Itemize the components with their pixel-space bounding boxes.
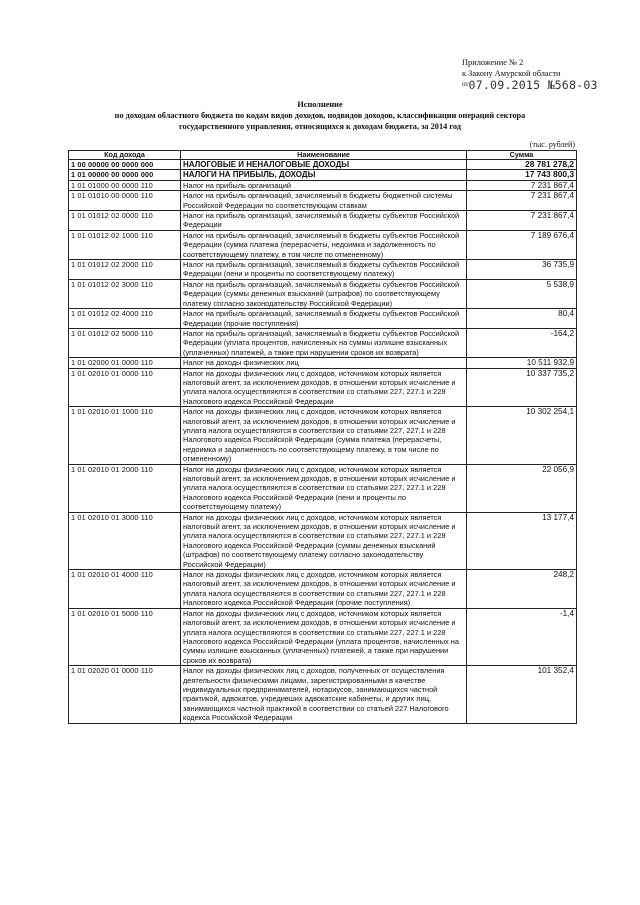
row-code: 1 01 02010 01 4000 110	[69, 570, 181, 609]
table-row	[69, 230, 577, 259]
row-sum: 5 538,9	[467, 279, 577, 308]
row-code: 1 01 01012 02 0000 110	[69, 211, 181, 231]
table-row	[69, 464, 577, 512]
row-code: 1 01 01012 02 1000 110	[69, 230, 181, 259]
row-sum: 7 231 867,4	[467, 211, 577, 231]
row-code: 1 01 02010 01 0000 110	[69, 368, 181, 407]
row-code: 1 01 01012 02 4000 110	[69, 309, 181, 329]
row-code: 1 01 02010 01 5000 110	[69, 608, 181, 665]
table-row	[69, 170, 577, 180]
row-name: Налог на доходы физических лиц с доходов, источником которых является налоговый агент, за исключением доходов, в отношении которых исчисление и уплата налога осуществляются в соответствии со статьями 227, 227.1 и 228 Налогового кодекса Российской Федерации (прочие поступления)	[181, 570, 467, 609]
row-sum: 80,4	[467, 309, 577, 329]
header-sum: Сумма	[467, 151, 577, 160]
row-name: НАЛОГОВЫЕ И НЕНАЛОГОВЫЕ ДОХОДЫ	[181, 160, 467, 170]
appendix-date-line	[462, 79, 632, 92]
row-sum: 17 743 800,3	[467, 170, 577, 180]
header-code: Код дохода	[69, 151, 181, 160]
row-name: Налог на прибыль организаций, зачисляемый в бюджеты субъектов Российской Федерации (пени и проценты по соответствующему платежу)	[181, 260, 467, 280]
row-code: 1 01 02010 01 1000 110	[69, 407, 181, 464]
row-code: 1 01 02010 01 2000 110	[69, 464, 181, 512]
document-subtitle-line1: по доходам областного бюджета по кодам видов доходов, подвидов доходов, классификации операций сектора	[114, 111, 526, 120]
row-sum: 13 177,4	[467, 512, 577, 569]
row-sum: 10 511 932,9	[467, 358, 577, 368]
row-sum: 7 231 867,4	[467, 191, 577, 211]
table-row	[69, 260, 577, 280]
appendix-block	[462, 57, 632, 92]
handwritten-date-number: 07.09.2015 №568-03	[468, 78, 598, 92]
units-label: (тыс. рублей)	[529, 140, 575, 149]
row-name: Налог на доходы физических лиц с доходов, источником которых является налоговый агент, за исключением доходов, в отношении которых исчисление и уплата налога осуществляются в соответствии со статьями 227, 227.1 и 228 Налогового кодекса Российской Федерации (уплата процентов, начисленных на суммы излишне взысканных (уплаченных) платежей, а также при нарушении сроков их возврата)	[181, 608, 467, 665]
row-code: 1 01 02010 01 3000 110	[69, 512, 181, 569]
row-name: Налог на прибыль организаций, зачисляемый в бюджеты субъектов Российской Федерации (прочие поступления)	[181, 309, 467, 329]
row-code: 1 01 00000 00 0000 000	[69, 170, 181, 180]
row-name: Налог на прибыль организаций, зачисляемый в бюджеты субъектов Российской Федерации	[181, 211, 467, 231]
table-row	[69, 368, 577, 407]
appendix-date-prefix: от	[462, 80, 469, 88]
row-sum: 101 352,4	[467, 666, 577, 723]
row-code: 1 01 01012 02 5000 110	[69, 328, 181, 357]
row-code: 1 01 01010 00 0000 110	[69, 191, 181, 211]
table-row	[69, 512, 577, 569]
row-name: Налог на доходы физических лиц с доходов, источником которых является налоговый агент, за исключением доходов, в отношении которых исчисление и уплата налога осуществляются в соответствии со статьями 227, 227.1 и 228 Налогового кодекса Российской Федерации (суммы денежных взысканий (штрафов) по соответствующему платежу согласно законодательству Российской Федерации)	[181, 512, 467, 569]
row-sum: 7 189 676,4	[467, 230, 577, 259]
row-sum: 36 735,9	[467, 260, 577, 280]
table-row	[69, 309, 577, 329]
row-code: 1 01 01012 02 2000 110	[69, 260, 181, 280]
table-row	[69, 328, 577, 357]
row-name: Налог на доходы физических лиц с доходов, источником которых является налоговый агент, за исключением доходов, в отношении которых исчисление и уплата налога осуществляются в соответствии со статьями 227, 227.1 и 228 Налогового кодекса Российской Федерации (пени и проценты по соответствующему платежу)	[181, 464, 467, 512]
row-name: Налог на прибыль организаций, зачисляемый в бюджеты субъектов Российской Федерации (суммы денежных взысканий (штрафов) по соответствующему платежу согласно законодательству Российской Федерации)	[181, 279, 467, 308]
appendix-title: Приложение № 2	[462, 58, 524, 67]
row-code: 1 01 01000 00 0000 110	[69, 180, 181, 190]
row-sum: 10 337 735,2	[467, 368, 577, 407]
header-name: Наименование	[181, 151, 467, 160]
row-sum: -164,2	[467, 328, 577, 357]
document-title: Исполнение	[297, 100, 343, 109]
row-name: Налог на доходы физических лиц с доходов, полученных от осуществления деятельности физическими лицами, зарегистрированными в качестве индивидуальных предпринимателей, нотариусов, занимающихся частной практикой, адвокатов, учредивших адвокатские кабинеты, и других лиц, занимающихся частной практикой в соответствии со статьей 227 Налогового кодекса Российской Федерации	[181, 666, 467, 723]
row-sum: 10 302 254,1	[467, 407, 577, 464]
row-name: Налог на доходы физических лиц с доходов, источником которых является налоговый агент, за исключением доходов, в отношении которых исчисление и уплата налога осуществляются в соответствии со статьями 227, 227.1 и 228 Налогового кодекса Российской Федерации	[181, 368, 467, 407]
table-header-row	[69, 151, 577, 160]
table-row	[69, 160, 577, 170]
table-row	[69, 666, 577, 723]
row-name: Налог на прибыль организаций, зачисляемый в бюджеты субъектов Российской Федерации (уплата процентов, начисленных на суммы излишне взысканных (уплаченных) платежей, а также при нарушении сроков их возврата)	[181, 328, 467, 357]
revenue-table	[68, 150, 577, 724]
row-sum: -1,4	[467, 608, 577, 665]
row-name: Налог на прибыль организаций, зачисляемый в бюджеты субъектов Российской Федерации (сумма платежа (перерасчеты, недоимка и задолженность по соответствующему платежу, в том числе по отмененному)	[181, 230, 467, 259]
appendix-law: к Закону Амурской области	[462, 69, 561, 78]
row-sum: 28 781 278,2	[467, 160, 577, 170]
row-code: 1 01 01012 02 3000 110	[69, 279, 181, 308]
document-subtitle-line2: государственного управления, относящихся к доходам бюджета, за 2014 год	[178, 122, 461, 131]
row-code: 1 01 02020 01 0000 110	[69, 666, 181, 723]
row-sum: 22 056,9	[467, 464, 577, 512]
table-row	[69, 180, 577, 190]
row-code: 1 00 00000 00 0000 000	[69, 160, 181, 170]
row-name: Налог на доходы физических лиц	[181, 358, 467, 368]
table-row	[69, 407, 577, 464]
row-sum: 248,2	[467, 570, 577, 609]
row-sum: 7 231 867,4	[467, 180, 577, 190]
table-row	[69, 191, 577, 211]
table-row	[69, 358, 577, 368]
table-row	[69, 279, 577, 308]
table-row	[69, 608, 577, 665]
table-row	[69, 211, 577, 231]
row-name: НАЛОГИ НА ПРИБЫЛЬ, ДОХОДЫ	[181, 170, 467, 180]
row-name: Налог на прибыль организаций	[181, 180, 467, 190]
row-code: 1 01 02000 01 0000 110	[69, 358, 181, 368]
row-name: Налог на прибыль организаций, зачисляемый в бюджеты бюджетной системы Российской Федерации по соответствующим ставкам	[181, 191, 467, 211]
table-row	[69, 570, 577, 609]
row-name: Налог на доходы физических лиц с доходов, источником которых является налоговый агент, за исключением доходов, в отношении которых исчисление и уплата налога осуществляются в соответствии со статьями 227, 227.1 и 228 Налогового кодекса Российской Федерации (сумма платежа (перерасчеты, недоимка и задолженность по соответствующему платежу, в том числе по отмененному)	[181, 407, 467, 464]
